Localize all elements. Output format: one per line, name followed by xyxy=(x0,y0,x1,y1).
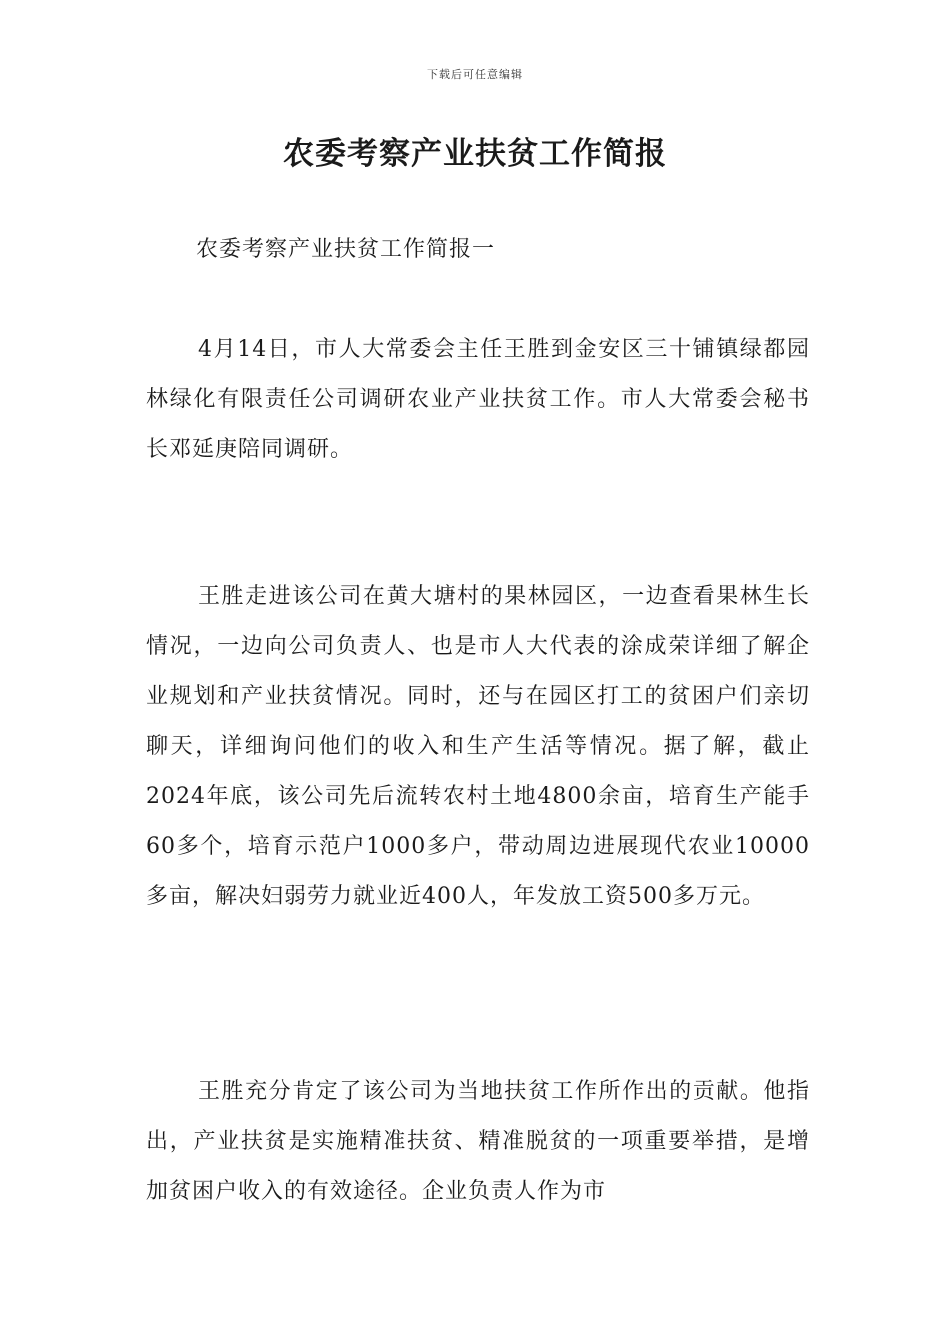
paragraph-3: 王胜充分肯定了该公司为当地扶贫工作所作出的贡献。他指出，产业扶贫是实施精准扶贫、精准脱贫的一项重要举措，是增加贫困户收入的有效途径。企业负责人作为市 xyxy=(146,1079,810,1204)
paragraph-1: 4月14日，市人大常委会主任王胜到金安区三十铺镇绿都园林绿化有限责任公司调研农业产业扶贫工作。市人大常委会秘书长邓延庚陪同调研。 xyxy=(146,337,810,462)
document-title: 农委考察产业扶贫工作简报 xyxy=(283,136,667,172)
document-subtitle: 农委考察产业扶贫工作简报一 xyxy=(196,237,496,262)
header-note: 下载后可任意编辑 xyxy=(427,68,523,81)
paragraph-2: 王胜走进该公司在黄大塘村的果林园区，一边查看果林生长情况，一边向公司负责人、也是市人大代表的涂成荣详细了解企业规划和产业扶贫情况。同时，还与在园区打工的贫困户们亲切聊天，详细询问他们的收入和生产生活等情况。据了解，截止2024年底，该公司先后流转农村土地4800余亩，培育生产能手60多个，培育示范户1000多户，带动周边进展现代农业10000多亩，解决妇弱劳力就业近400人，年发放工资500多万元。 xyxy=(146,584,810,909)
